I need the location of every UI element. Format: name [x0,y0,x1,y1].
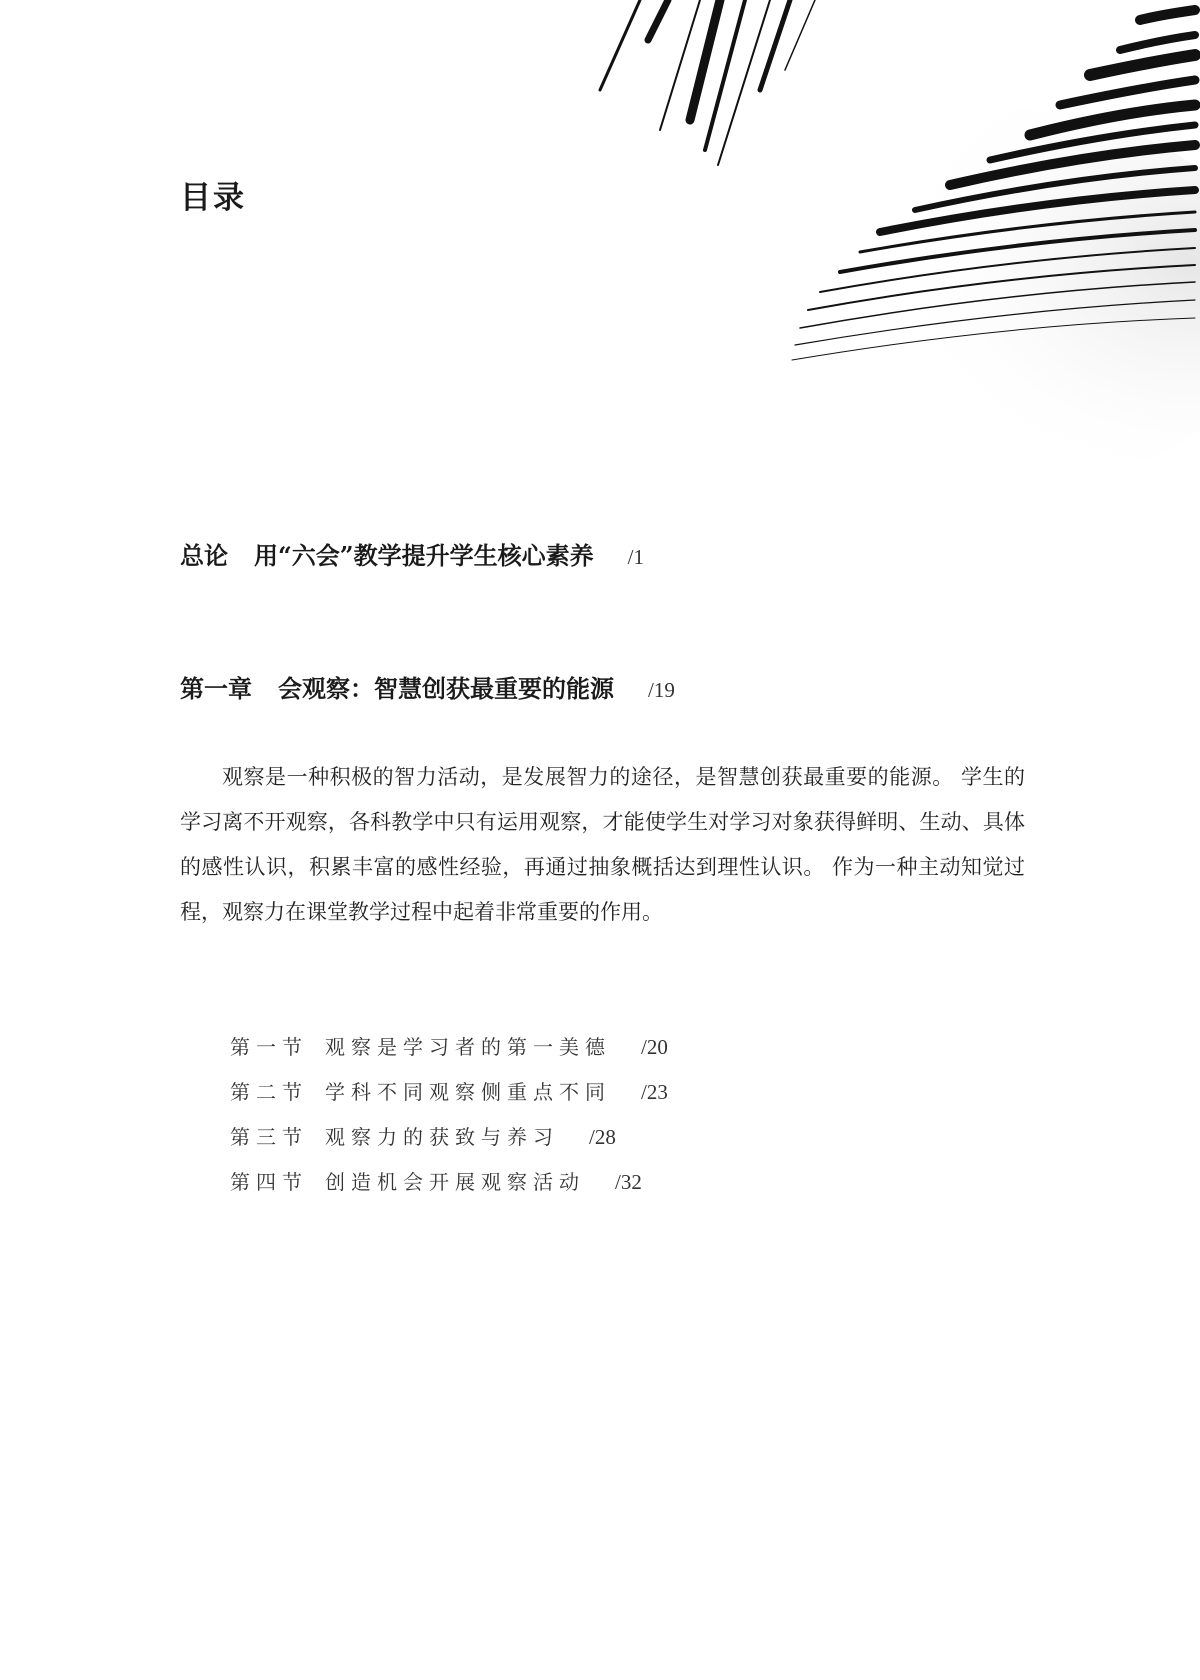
section-page-number: /20 [641,1035,668,1059]
section-label: 第二节 [230,1080,308,1104]
section-label: 第三节 [230,1125,308,1149]
toc-entry-section[interactable] [230,1115,668,1160]
toc-entry-chapter-1[interactable] [180,669,675,704]
chapter-1-section-list [230,1025,668,1205]
intro-title: 用“六会”教学提升学生核心素养 [254,541,594,570]
chapter-1-page-number: /19 [648,678,675,702]
section-page-number: /32 [615,1170,642,1194]
section-page-number: /28 [589,1125,616,1149]
section-label: 第一节 [230,1035,308,1059]
section-title: 学科不同观察侧重点不同 [325,1080,611,1104]
intro-label: 总论 [180,541,228,570]
toc-entry-intro[interactable] [180,536,644,571]
section-label: 第四节 [230,1170,308,1194]
section-title: 观察是学习者的第一美德 [325,1035,611,1059]
section-title: 观察力的获致与养习 [325,1125,559,1149]
toc-entry-section[interactable] [230,1160,668,1205]
section-page-number: /23 [641,1080,668,1104]
intro-page-number: /1 [627,545,644,569]
toc-entry-section[interactable] [230,1025,668,1070]
toc-entry-section[interactable] [230,1070,668,1115]
chapter-1-title: 会观察：智慧创获最重要的能源 [278,674,614,703]
decorative-stroke-graphic [0,0,1200,520]
toc-title: 目录 [180,180,246,216]
section-title: 创造机会开展观察活动 [325,1170,585,1194]
chapter-1-label: 第一章 [180,674,252,703]
chapter-1-summary: 观察是一种积极的智力活动，是发展智力的途径，是智慧创获最重要的能源。 学生的学习离不开观察，各科教学中只有运用观察，才能使学生对学习对象获得鲜明、生动、具体的感性认识，积累丰富的感性经验，再通过抽象概括达到理性认识。 作为一种主动知觉过程，观察力在课堂教学过程中起着非常重要的作用。 [180,765,1025,924]
